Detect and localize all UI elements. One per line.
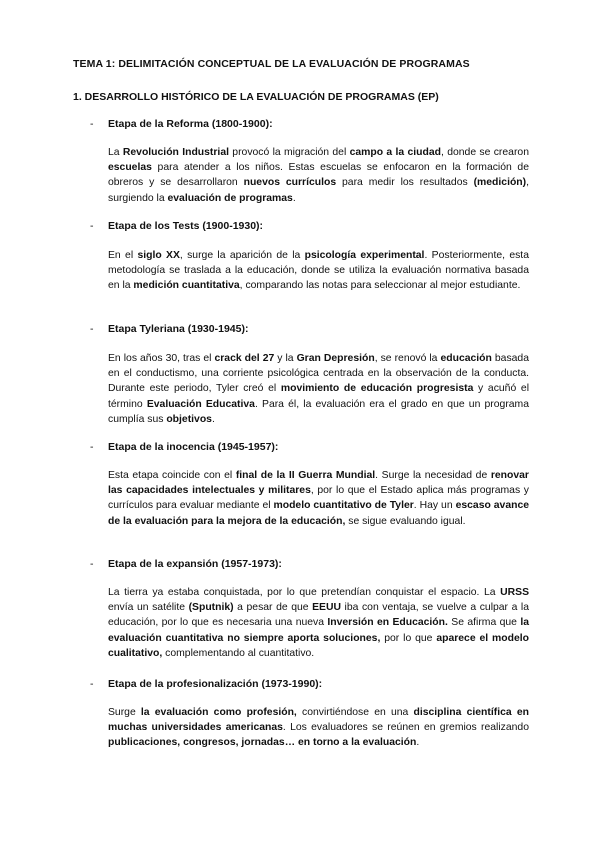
stage-paragraph: La Revolución Industrial provocó la migración del campo a la ciudad, donde se crearon escuelas para atender a los niños. Estas escuelas se enfocaron en la formación de obreros y se desarrollaron nuevos currículos para medir los resultados (medición), surgiendo la evaluación de programas. (108, 147, 530, 204)
section-heading: 1. DESARROLLO HISTÓRICO DE LA EVALUACIÓN DE PROGRAMAS (EP) (73, 91, 439, 103)
stage-paragraph: Esta etapa coincide con el final de la II Guerra Mundial. Surge la necesidad de renovar las capacidades intelectuales y militares, por lo que el Estado aplica más programas y currículos para evaluar mediante el modelo cuantitativo de Tyler. Hay un escaso avance de la evaluación para la mejora de la educación, se sigue evaluando igual. (108, 470, 530, 527)
stage-heading (90, 323, 248, 335)
bullet-dash: - (90, 558, 94, 570)
bullet-dash: - (90, 323, 94, 335)
stage-paragraph: La tierra ya estaba conquistada, por lo que pretendían conquistar el espacio. La URSS envía un satélite (Sputnik) a pesar de que EEUU iba con ventaja, se vuelve a culpar a la educación, por lo que es necesaria una nueva Inversión en Educación. Se afirma que la evaluación cuantitativa no siempre aporta soluciones, por lo que aparece el modelo cualitativo, complementando al cuantitativo. (108, 587, 530, 659)
stage-heading-text: Etapa de los Tests (1900-1930): (108, 220, 264, 232)
stage-heading-text: Etapa de la Reforma (1800-1900): (108, 118, 273, 130)
stage-paragraph: En el siglo XX, surge la aparición de la psicología experimental. Posteriormente, esta metodología se traslada a la educación, donde se utiliza la evaluación normativa basada en la medición cuantitativa, comparando las notas para seleccionar al mejor estudiante. (108, 250, 529, 292)
document-title: TEMA 1: DELIMITACIÓN CONCEPTUAL DE LA EVALUACIÓN DE PROGRAMAS (73, 58, 470, 70)
stage-heading-text: Etapa de la expansión (1957-1973): (108, 558, 282, 570)
bullet-dash: - (90, 118, 94, 130)
bullet-dash: - (90, 220, 94, 232)
stage-heading (90, 220, 263, 232)
stage-heading (90, 118, 273, 130)
stage-heading (90, 678, 322, 690)
stage-paragraph: Surge la evaluación como profesión, convirtiéndose en una disciplina científica en muchas universidades americanas. Los evaluadores se reúnen en gremios realizando publicaciones, congresos, jornadas… en torno a la evaluación. (108, 707, 529, 749)
stage-heading-text: Etapa Tyleriana (1930-1945): (108, 323, 249, 335)
stage-heading-text: Etapa de la inocencia (1945-1957): (108, 441, 279, 453)
bullet-dash: - (90, 678, 94, 690)
stage-heading (90, 558, 282, 570)
stage-heading (90, 441, 278, 453)
stage-paragraph: En los años 30, tras el crack del 27 y la Gran Depresión, se renovó la educación basada en el conductismo, una corriente psicológica centrada en la observación de la conducta. Durante este periodo, Tyler creó el movimiento de educación progresista y acuñó el término Evaluación Educativa. Para él, la evaluación era el grado en que un programa cumplía sus objetivos. (108, 353, 529, 425)
stage-heading-text: Etapa de la profesionalización (1973-1990): (108, 678, 323, 690)
bullet-dash: - (90, 441, 94, 453)
